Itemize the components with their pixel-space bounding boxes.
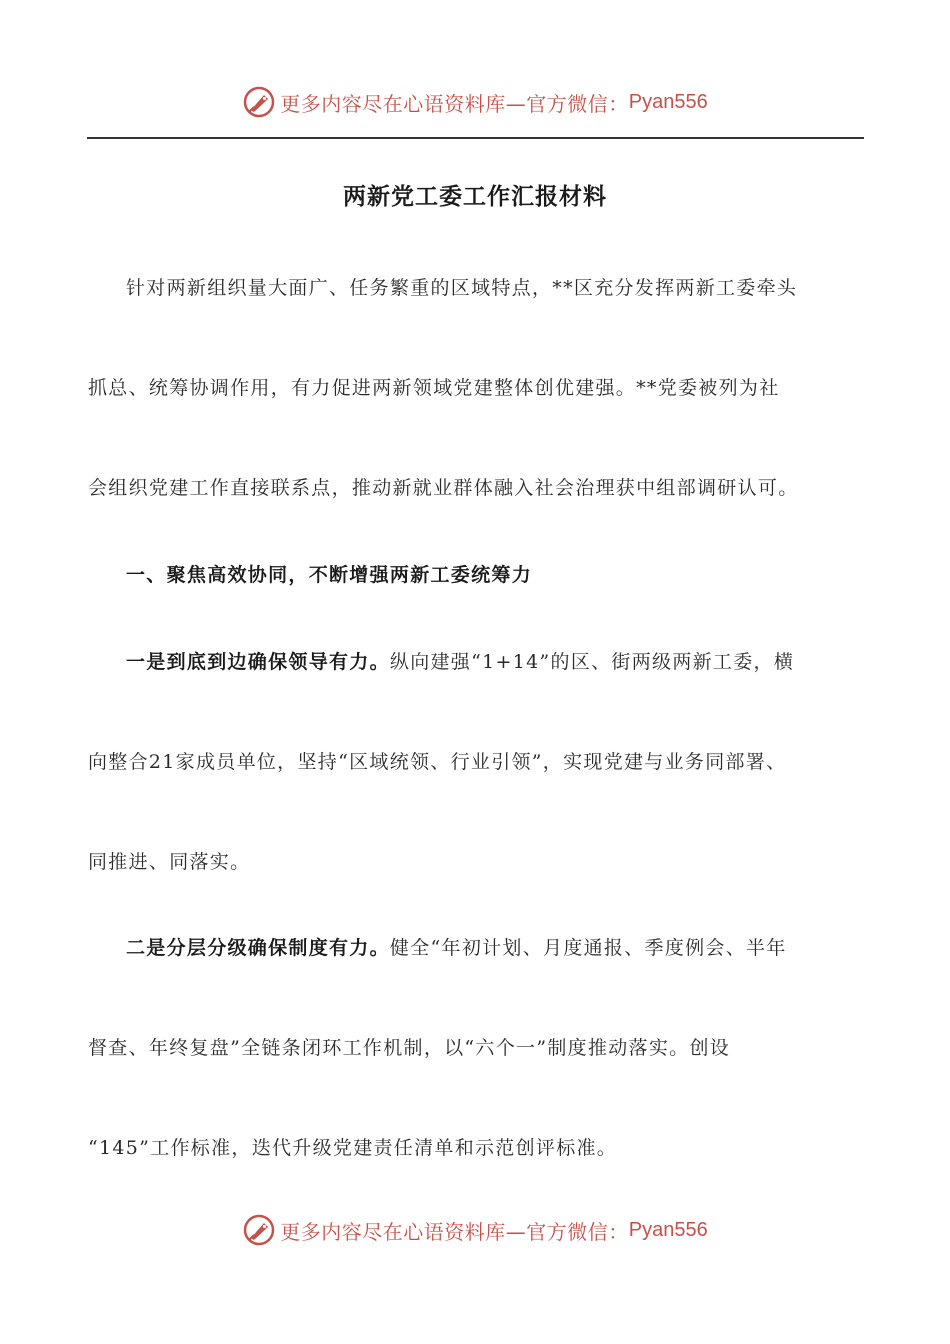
intro-line-3: 会组织党建工作直接联系点，推动新就业群体融入社会治理获中组部调研认可。 xyxy=(88,477,799,499)
intro-line-1: 针对两新组织量大面广、任务繁重的区域特点，**区充分发挥两新工委牵头 xyxy=(126,277,798,299)
wechat-id: Pyan556 xyxy=(628,90,708,113)
point-2-line-1 xyxy=(126,933,866,960)
point-1-line-2: 向整合21家成员单位，坚持“区域统领、行业引领”，实现党建与业务同部署、 xyxy=(88,751,787,773)
point-2-text: 健全“年初计划、月度通报、季度例会、半年 xyxy=(389,937,787,959)
pen-nib-logo-icon xyxy=(242,1213,276,1247)
header-watermark-banner xyxy=(0,82,950,122)
wechat-id: Pyan556 xyxy=(628,1218,708,1241)
point-2-line-2: 督查、年终复盘”全链条闭环工作机制，以“六个一”制度推动落实。创设 xyxy=(88,1037,731,1059)
watermark-text: 更多内容尽在心语资料库—官方微信： xyxy=(280,1219,629,1244)
point-1-lead: 一是到底到边确保领导有力。 xyxy=(126,651,390,673)
watermark-text: 更多内容尽在心语资料库—官方微信： xyxy=(280,91,629,116)
header-divider xyxy=(87,137,864,139)
point-1-line-3: 同推进、同落实。 xyxy=(88,851,251,873)
point-1-line-1 xyxy=(126,647,866,674)
section-heading-1: 一、聚焦高效协同，不断增强两新工委统筹力 xyxy=(126,564,533,586)
footer-watermark-banner xyxy=(0,1210,950,1250)
intro-line-2: 抓总、统筹协调作用，有力促进两新领域党建整体创优建强。**党委被列为社 xyxy=(88,377,780,399)
pen-nib-logo-icon xyxy=(242,85,276,119)
document-title: 两新党工委工作汇报材料 xyxy=(343,183,607,210)
point-2-line-3: “145”工作标准，迭代升级党建责任清单和示范创评标准。 xyxy=(88,1137,618,1159)
point-2-lead: 二是分层分级确保制度有力。 xyxy=(126,937,390,959)
point-1-text: 纵向建强“1+14”的区、街两级两新工委，横 xyxy=(389,651,795,673)
